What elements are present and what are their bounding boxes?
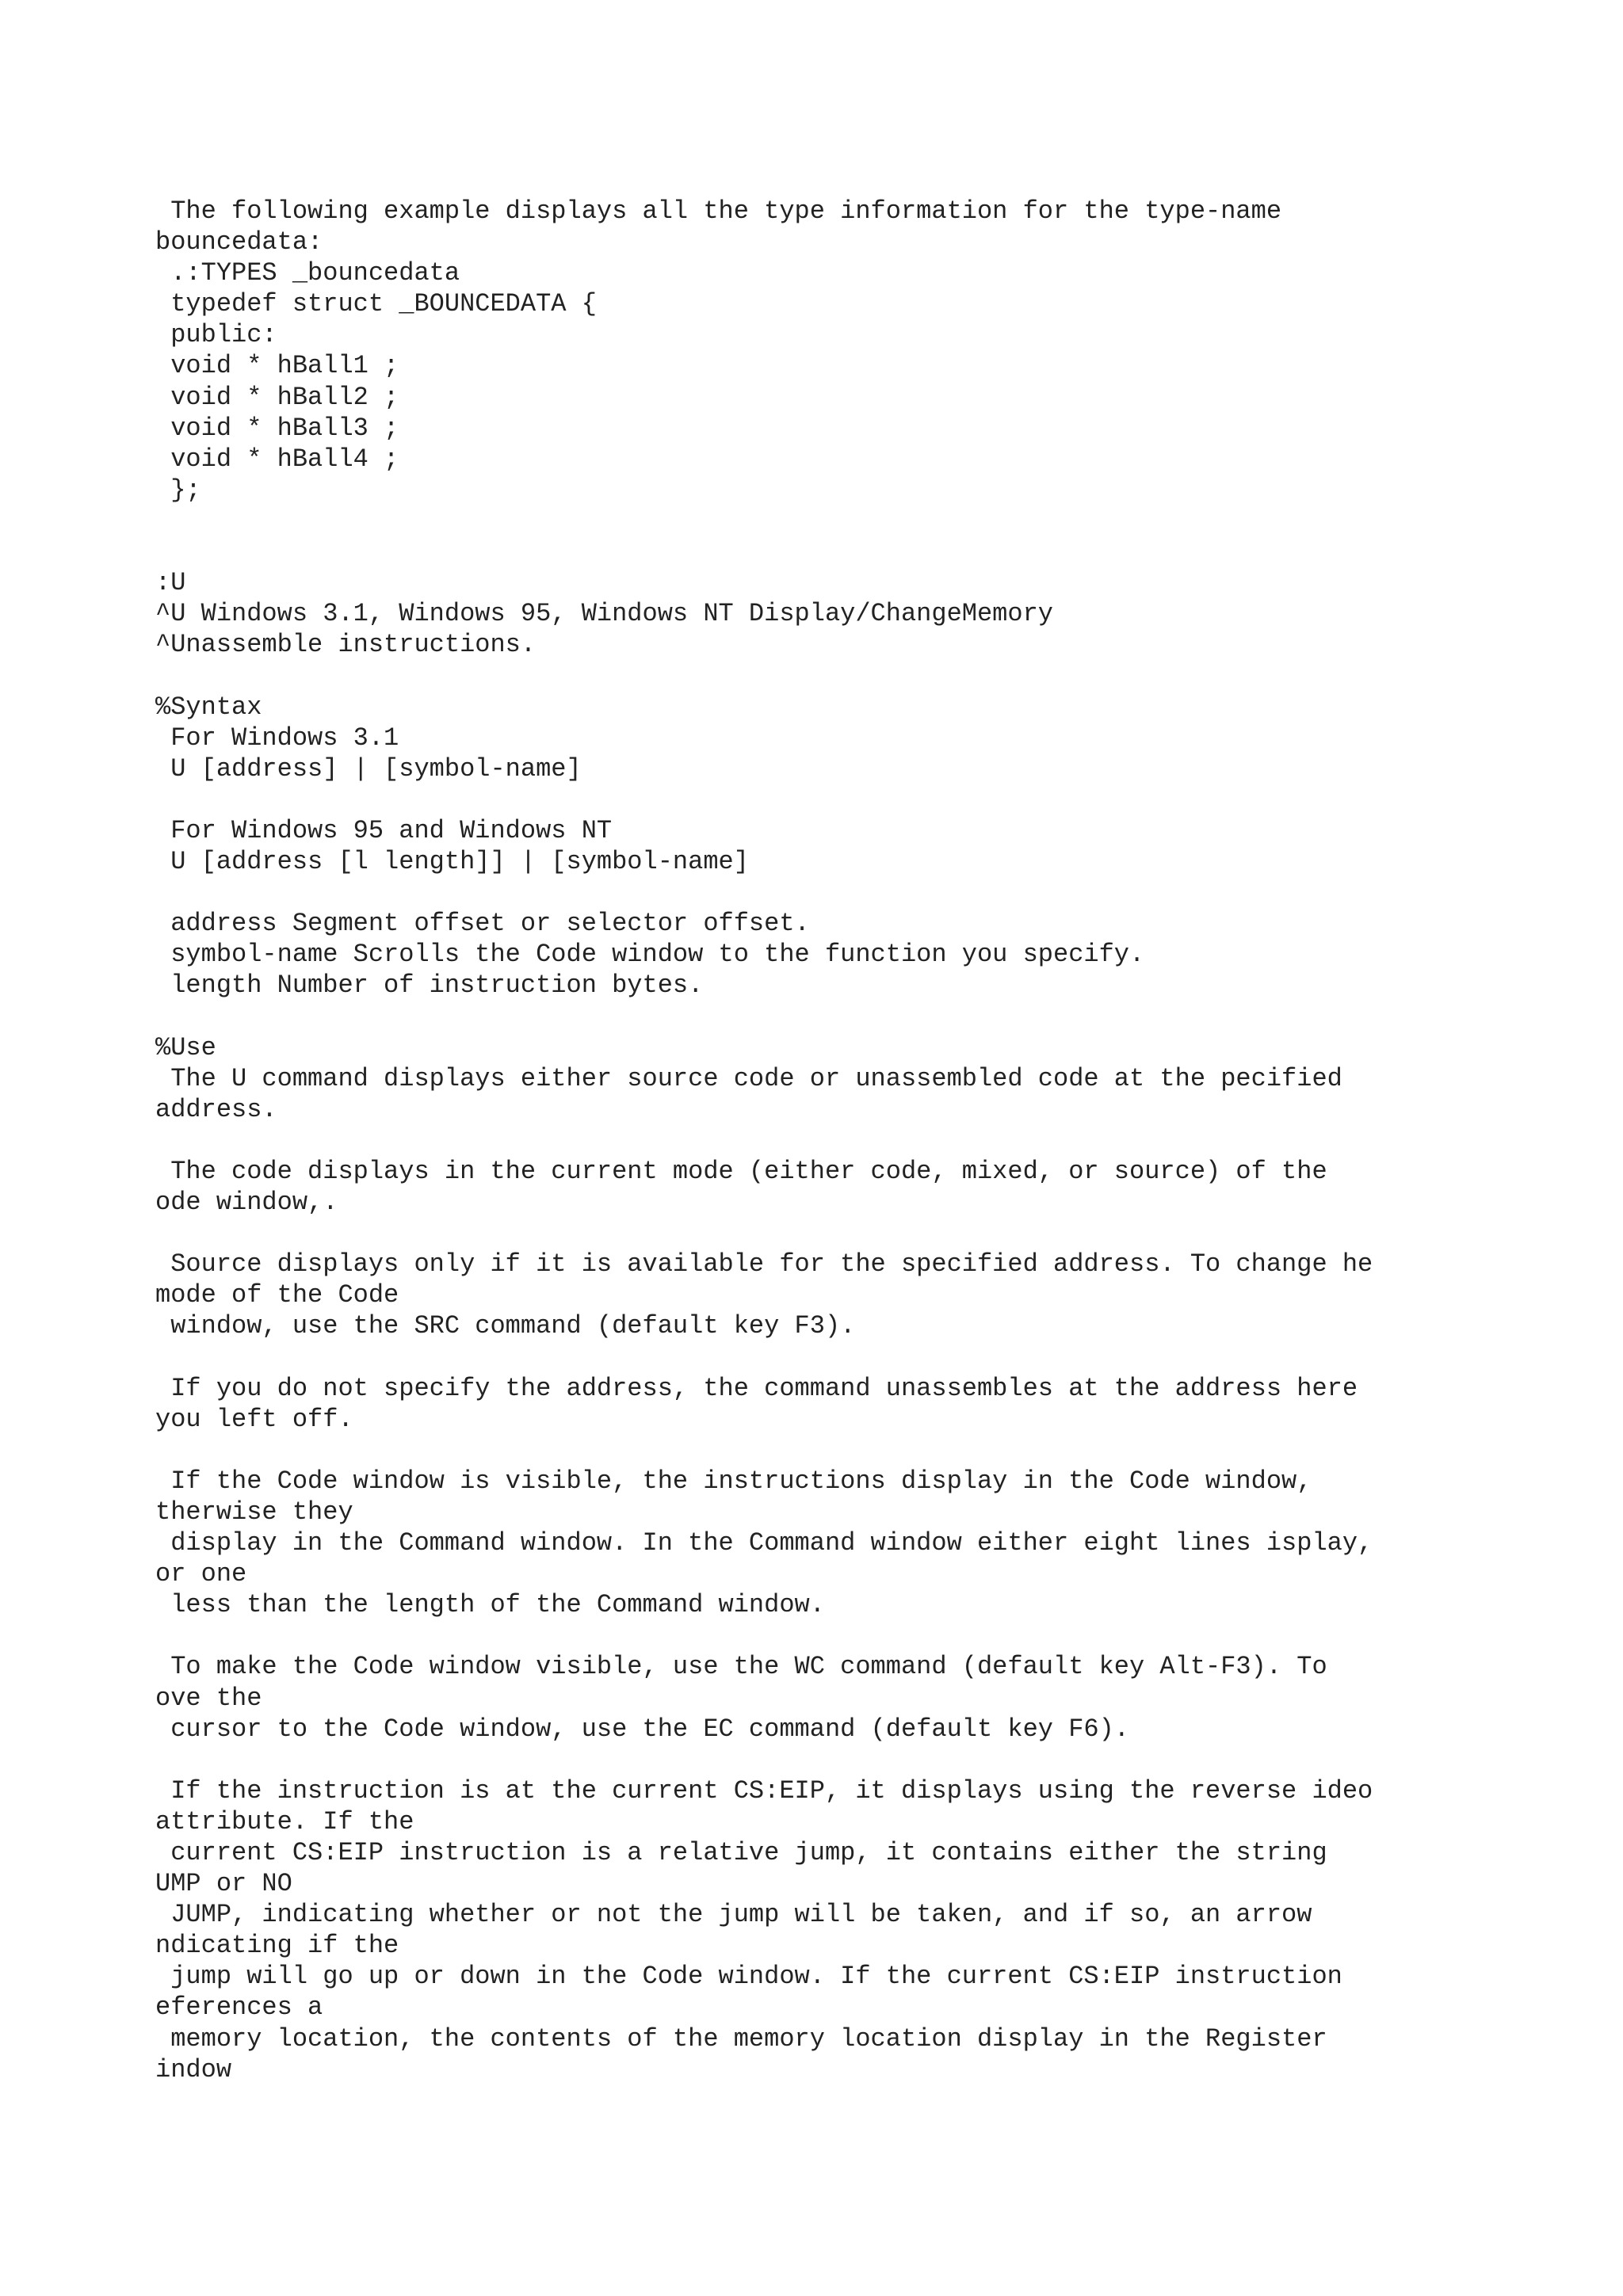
document-line bbox=[155, 1125, 1487, 1156]
document-line: void * hBall1 ; bbox=[155, 351, 399, 381]
document-line bbox=[155, 877, 1487, 908]
document-line bbox=[155, 660, 1487, 691]
document-line: bouncedata: bbox=[155, 227, 323, 257]
document-line bbox=[155, 1218, 1487, 1249]
document-line: indow bbox=[155, 2054, 232, 2084]
document-line: address. bbox=[155, 1094, 277, 1124]
document-line: If the instruction is at the current CS:EIP, it displays using the reverse ideo bbox=[155, 1775, 1373, 1806]
document-line: window, use the SRC command (default key F3). bbox=[155, 1311, 856, 1341]
document-line: }; bbox=[155, 475, 201, 505]
document-line: The U command displays either source code or unassembled code at the pecified bbox=[155, 1063, 1342, 1093]
document-line: To make the Code window visible, use the WC command (default key Alt-F3). To bbox=[155, 1652, 1327, 1682]
document-line: ndicating if the bbox=[155, 1931, 399, 1961]
document-line: eferences a bbox=[155, 1993, 323, 2023]
document-line: or one bbox=[155, 1559, 247, 1589]
document-line: %Use bbox=[155, 1032, 216, 1062]
document-line: ode window,. bbox=[155, 1188, 338, 1217]
document-line bbox=[155, 505, 1487, 536]
document-line: U [address [l length]] | [symbol-name] bbox=[155, 846, 749, 876]
document-line: :U bbox=[155, 568, 186, 598]
document-line: memory location, the contents of the memory location display in the Register bbox=[155, 2023, 1327, 2054]
document-line: The following example displays all the type information for the type-name bbox=[155, 196, 1282, 226]
document-line: If you do not specify the address, the command unassembles at the address here bbox=[155, 1373, 1358, 1403]
document-line: ove the bbox=[155, 1683, 262, 1713]
document-line: ^U Windows 3.1, Windows 95, Windows NT Display/ChangeMemory bbox=[155, 599, 1053, 629]
document-line: .:TYPES _bouncedata bbox=[155, 258, 460, 288]
document-line: typedef struct _BOUNCEDATA { bbox=[155, 289, 597, 319]
document-line bbox=[155, 1001, 1487, 1032]
document-line bbox=[155, 1745, 1487, 1775]
document-line: address Segment offset or selector offset. bbox=[155, 909, 810, 939]
document-line: Source displays only if it is available for the specified address. To change he bbox=[155, 1249, 1373, 1280]
document-line: you left off. bbox=[155, 1404, 353, 1434]
document-line: void * hBall2 ; bbox=[155, 382, 399, 412]
document-line: UMP or NO bbox=[155, 1869, 292, 1899]
document-line: void * hBall4 ; bbox=[155, 444, 399, 474]
document-line: therwise they bbox=[155, 1497, 353, 1527]
document-line: length Number of instruction bytes. bbox=[155, 971, 704, 1001]
document-line: jump will go up or down in the Code window. If the current CS:EIP instruction bbox=[155, 1962, 1342, 1992]
document-line: void * hBall3 ; bbox=[155, 413, 399, 443]
document-line: The code displays in the current mode (either code, mixed, or source) of the bbox=[155, 1156, 1327, 1186]
document-line bbox=[155, 1341, 1487, 1372]
document-line: For Windows 3.1 bbox=[155, 723, 399, 753]
document-line: cursor to the Code window, use the EC command (default key F6). bbox=[155, 1714, 1129, 1744]
document-line: ^Unassemble instructions. bbox=[155, 630, 537, 660]
document-line: JUMP, indicating whether or not the jump will be taken, and if so, an arrow bbox=[155, 1900, 1312, 1930]
document-line: If the Code window is visible, the instructions display in the Code window, bbox=[155, 1466, 1312, 1496]
document-body bbox=[155, 196, 1487, 2085]
document-line bbox=[155, 536, 1487, 567]
document-line: %Syntax bbox=[155, 692, 262, 722]
document-line bbox=[155, 784, 1487, 815]
document-line: For Windows 95 and Windows NT bbox=[155, 815, 613, 845]
document-line: public: bbox=[155, 320, 277, 350]
document-line: current CS:EIP instruction is a relative jump, it contains either the string bbox=[155, 1837, 1327, 1867]
document-line: less than the length of the Command window. bbox=[155, 1590, 825, 1620]
document-line: symbol-name Scrolls the Code window to the function you specify. bbox=[155, 940, 1145, 970]
document-line: attribute. If the bbox=[155, 1806, 414, 1836]
document-line bbox=[155, 1620, 1487, 1651]
document-line: U [address] | [symbol-name] bbox=[155, 753, 582, 784]
document-line bbox=[155, 1435, 1487, 1466]
document-line: display in the Command window. In the Command window either eight lines isplay, bbox=[155, 1528, 1373, 1558]
document-line: mode of the Code bbox=[155, 1280, 399, 1310]
